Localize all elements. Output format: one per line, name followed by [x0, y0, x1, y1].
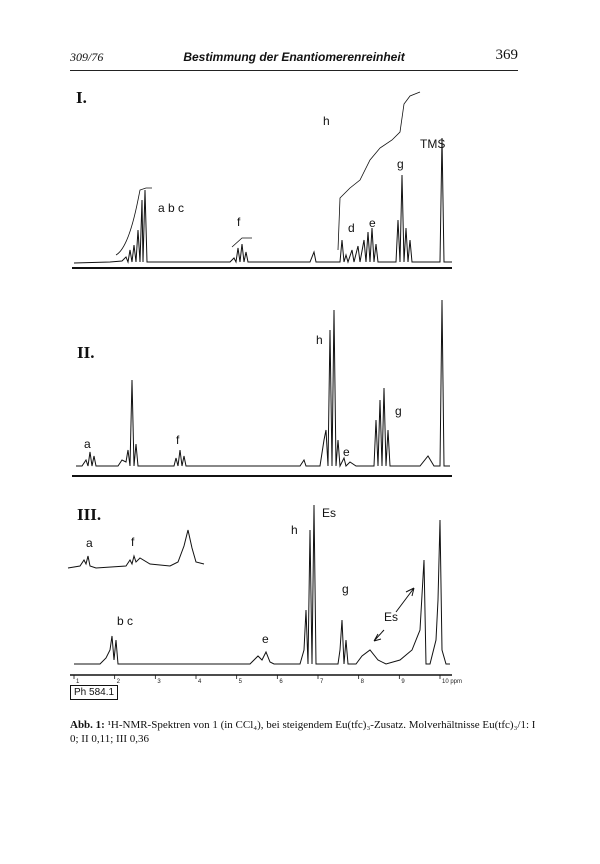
ppm-tick-label: 4 [198, 679, 202, 685]
label-e: e [262, 632, 269, 646]
ppm-tick-label: 3 [157, 679, 161, 685]
label-e: e [343, 445, 350, 459]
figure-caption [70, 718, 540, 746]
label-h: h [316, 333, 323, 347]
label-inset-f: f [131, 535, 135, 549]
running-title: Bestimmung der Enantiomerenreinheit [183, 50, 405, 64]
panel-3-roman: III. [77, 505, 102, 524]
label-g: g [397, 157, 404, 171]
caption-text: ¹H-NMR-Spektren von 1 (in CCl₄), bei steigendem Eu(tfc)₃-Zusatz. Molverhältnisse Eu(tfc)₃/1: I 0; II 0,11; III 0,36 [70, 719, 536, 745]
es-arrow-1 [374, 630, 384, 641]
label-h: h [291, 523, 298, 537]
ppm-tick-label: 1 [76, 679, 80, 685]
ppm-tick-label: 5 [238, 679, 243, 685]
es-arrow-2 [396, 588, 414, 612]
label-es-2: Es [384, 610, 399, 624]
panel-1-integral [116, 92, 420, 255]
label-f: f [237, 215, 241, 229]
label-inset-a: a [86, 536, 93, 550]
label-h: h [323, 114, 330, 128]
label-g: g [395, 404, 402, 418]
ppm-tick-label: 8 [360, 679, 365, 685]
figure-id-box: Ph 584.1 [70, 685, 118, 700]
label-a: a [84, 437, 91, 451]
ppm-tick-label: 2 [116, 679, 121, 685]
panel-2-roman: II. [77, 343, 95, 362]
spectrum-panel-2 [72, 300, 452, 476]
spectrum-panel-3 [68, 505, 462, 685]
label-abc: a b c [158, 201, 185, 215]
page-header [70, 48, 518, 68]
label-d: d [348, 221, 355, 235]
caption-label: Abb. 1: [70, 719, 105, 731]
label-e: e [369, 216, 376, 230]
label-tms: TMS [420, 137, 446, 151]
ppm-tick-label: 7 [320, 679, 324, 685]
page-number: 369 [495, 47, 518, 63]
panel-3-spectrum [74, 505, 450, 664]
ppm-tick-label: 9 [401, 679, 405, 685]
label-f: f [176, 433, 180, 447]
panel-1-roman: I. [76, 88, 87, 107]
label-bc: b c [117, 614, 134, 628]
label-g: g [342, 582, 349, 596]
spectrum-panel-1 [72, 88, 452, 268]
panel-1-spectrum [74, 138, 452, 263]
journal-reference: 309/76 [70, 50, 104, 64]
header-rule [70, 70, 518, 71]
panel-3-inset-spectrum [68, 530, 204, 568]
ppm-axis-ticks [74, 675, 462, 685]
ppm-tick-label: 10 ppm [442, 679, 463, 685]
ppm-tick-label: 6 [279, 679, 283, 685]
label-es-1: Es [322, 506, 337, 520]
panel-2-spectrum [76, 300, 450, 466]
